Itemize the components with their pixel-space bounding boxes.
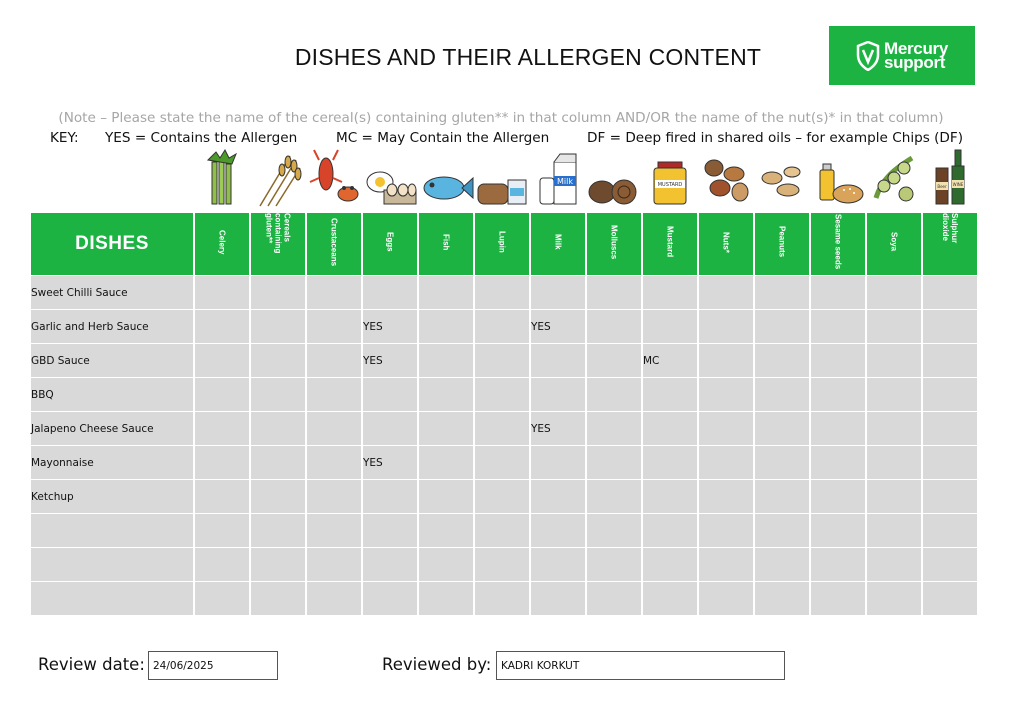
allergen-cell[interactable] — [699, 514, 753, 547]
allergen-cell[interactable] — [643, 514, 697, 547]
allergen-cell[interactable] — [811, 378, 865, 411]
allergen-cell[interactable] — [699, 412, 753, 445]
allergen-cell[interactable] — [755, 344, 809, 377]
table-row — [31, 310, 977, 343]
header-crustaceans: Crustaceans — [307, 213, 361, 275]
allergen-cell[interactable] — [643, 378, 697, 411]
table-body — [31, 276, 977, 615]
allergen-cell[interactable] — [475, 344, 529, 377]
allergen-cell[interactable] — [755, 514, 809, 547]
celery-icon — [194, 148, 250, 208]
allergen-cell[interactable] — [699, 446, 753, 479]
allergen-cell[interactable] — [755, 548, 809, 581]
allergen-cell[interactable] — [363, 548, 417, 581]
sesame-icon — [810, 148, 866, 208]
table-row — [31, 480, 977, 513]
allergen-cell[interactable] — [867, 582, 921, 615]
allergen-cell[interactable]: YES — [531, 412, 585, 445]
allergen-cell[interactable] — [251, 344, 305, 377]
allergen-cell[interactable] — [195, 412, 249, 445]
allergen-cell[interactable] — [643, 480, 697, 513]
note-text: (Note – Please state the name of the cereal(s) containing gluten** in that column AND/OR the name of the nut(s)* in that column) — [58, 110, 944, 126]
allergen-cell[interactable] — [475, 514, 529, 547]
header-sulphur-dioxide: Sulphur dioxide — [923, 213, 977, 275]
allergen-cell[interactable] — [307, 310, 361, 343]
reviewed-by-field[interactable]: KADRI KORKUT — [496, 651, 785, 680]
allergen-cell[interactable] — [195, 446, 249, 479]
beer-icon-text: Beer — [937, 184, 947, 189]
dish-name-cell[interactable]: Jalapeno Cheese Sauce — [31, 412, 193, 445]
header-cereals: Cereals containing gluten** — [251, 213, 305, 275]
allergen-cell[interactable] — [363, 378, 417, 411]
allergen-cell[interactable] — [307, 446, 361, 479]
allergen-cell[interactable] — [363, 480, 417, 513]
allergen-cell[interactable] — [755, 276, 809, 309]
allergen-cell[interactable] — [251, 480, 305, 513]
allergen-cell[interactable] — [923, 344, 977, 377]
allergen-cell[interactable] — [195, 310, 249, 343]
allergen-cell[interactable] — [923, 446, 977, 479]
key-df: DF = Deep fired in shared oils – for example Chips (DF) — [587, 130, 964, 146]
allergen-cell[interactable] — [643, 446, 697, 479]
allergen-cell[interactable] — [643, 310, 697, 343]
allergen-table — [29, 212, 979, 616]
allergen-cell[interactable] — [755, 378, 809, 411]
allergen-cell[interactable] — [867, 480, 921, 513]
allergen-cell[interactable] — [699, 582, 753, 615]
allergen-cell[interactable] — [475, 276, 529, 309]
allergen-cell[interactable] — [811, 582, 865, 615]
eggs-icon — [362, 148, 418, 208]
allergen-cell[interactable] — [755, 480, 809, 513]
review-date-field[interactable]: 24/06/2025 — [148, 651, 278, 680]
allergen-cell[interactable] — [643, 548, 697, 581]
dish-name-cell[interactable]: GBD Sauce — [31, 344, 193, 377]
allergen-cell[interactable] — [587, 514, 641, 547]
table-row — [31, 276, 977, 309]
allergen-cell[interactable] — [811, 412, 865, 445]
allergen-cell[interactable] — [923, 276, 977, 309]
allergen-cell[interactable] — [811, 310, 865, 343]
nuts-icon — [698, 148, 754, 208]
header-peanuts: Peanuts — [755, 213, 809, 275]
logo-text-mercury: Mercury — [883, 39, 949, 58]
header-fish: Fish — [419, 213, 473, 275]
lupin-icon — [474, 148, 530, 208]
allergen-cell[interactable] — [923, 310, 977, 343]
allergen-cell[interactable] — [251, 514, 305, 547]
allergen-cell[interactable] — [475, 446, 529, 479]
shield-logo-icon — [856, 41, 880, 71]
allergen-cell[interactable] — [643, 412, 697, 445]
dish-name-cell[interactable]: Garlic and Herb Sauce — [31, 310, 193, 343]
allergen-cell[interactable] — [531, 548, 585, 581]
header-mustard: Mustard — [643, 213, 697, 275]
header-molluscs: Molluscs — [587, 213, 641, 275]
allergen-cell[interactable] — [195, 378, 249, 411]
table-row — [31, 378, 977, 411]
allergen-cell[interactable] — [419, 480, 473, 513]
allergen-cell[interactable] — [195, 548, 249, 581]
allergen-cell[interactable] — [195, 514, 249, 547]
allergen-cell[interactable] — [475, 548, 529, 581]
allergen-cell[interactable] — [251, 276, 305, 309]
allergen-cell[interactable] — [475, 480, 529, 513]
table-row — [31, 344, 977, 377]
allergen-cell[interactable] — [923, 378, 977, 411]
allergen-cell[interactable] — [811, 548, 865, 581]
wine-icon-text: WINE — [952, 182, 964, 187]
key-label: KEY: — [50, 130, 79, 146]
allergen-cell[interactable] — [475, 378, 529, 411]
allergen-cell[interactable] — [587, 480, 641, 513]
allergen-cell[interactable] — [195, 344, 249, 377]
reviewed-by-label: Reviewed by: — [382, 655, 492, 674]
allergen-cell[interactable] — [363, 582, 417, 615]
allergen-cell[interactable] — [867, 276, 921, 309]
allergen-cell[interactable] — [699, 480, 753, 513]
allergen-cell[interactable] — [419, 310, 473, 343]
allergen-cell[interactable] — [419, 548, 473, 581]
table-row — [31, 582, 977, 615]
mustard-icon-text: MUSTARD — [657, 182, 683, 188]
allergen-cell[interactable] — [531, 276, 585, 309]
allergen-cell[interactable] — [307, 344, 361, 377]
fish-icon — [418, 148, 474, 208]
allergen-cell[interactable] — [251, 582, 305, 615]
allergen-cell[interactable] — [531, 582, 585, 615]
allergen-cell[interactable]: YES — [363, 310, 417, 343]
allergen-cell[interactable] — [587, 344, 641, 377]
header-nuts: Nuts* — [699, 213, 753, 275]
allergen-cell[interactable] — [419, 412, 473, 445]
allergen-cell[interactable] — [587, 276, 641, 309]
allergen-cell[interactable] — [363, 412, 417, 445]
allergen-cell[interactable] — [811, 514, 865, 547]
allergen-cell[interactable] — [531, 344, 585, 377]
allergen-cell[interactable] — [755, 582, 809, 615]
allergen-cell[interactable] — [531, 378, 585, 411]
allergen-cell[interactable] — [643, 582, 697, 615]
allergen-cell[interactable] — [531, 446, 585, 479]
logo-text-support: support — [883, 53, 946, 72]
allergen-cell[interactable] — [811, 276, 865, 309]
table-row — [31, 548, 977, 581]
allergen-cell[interactable] — [475, 310, 529, 343]
table-row — [31, 446, 977, 479]
dish-name-cell[interactable] — [31, 548, 193, 581]
allergen-cell[interactable] — [587, 378, 641, 411]
allergen-cell[interactable] — [419, 378, 473, 411]
allergen-cell[interactable] — [195, 582, 249, 615]
header-sesame: Sesame seeds — [811, 213, 865, 275]
allergen-cell[interactable] — [307, 378, 361, 411]
page-title: DISHES AND THEIR ALLERGEN CONTENT — [294, 44, 762, 70]
allergen-cell[interactable] — [755, 412, 809, 445]
review-date-label: Review date: — [38, 655, 145, 674]
allergen-cell[interactable] — [699, 310, 753, 343]
allergen-cell[interactable] — [923, 514, 977, 547]
allergen-cell[interactable] — [587, 310, 641, 343]
allergen-cell[interactable] — [755, 310, 809, 343]
header-lupin: Lupin — [475, 213, 529, 275]
allergen-cell[interactable] — [307, 514, 361, 547]
allergen-cell[interactable] — [419, 276, 473, 309]
allergen-cell[interactable] — [195, 480, 249, 513]
allergen-cell[interactable] — [923, 480, 977, 513]
sulphur-dioxide-icon — [922, 148, 978, 208]
allergen-cell[interactable] — [587, 582, 641, 615]
allergen-cell[interactable] — [251, 412, 305, 445]
allergen-cell[interactable] — [867, 310, 921, 343]
allergen-cell[interactable] — [923, 548, 977, 581]
allergen-cell[interactable] — [251, 378, 305, 411]
allergen-cell[interactable] — [811, 446, 865, 479]
dish-name-cell[interactable]: Ketchup — [31, 480, 193, 513]
allergen-cell[interactable] — [419, 446, 473, 479]
allergen-cell[interactable] — [419, 582, 473, 615]
allergen-cell[interactable] — [811, 480, 865, 513]
allergen-cell[interactable] — [699, 548, 753, 581]
allergen-cell[interactable] — [867, 446, 921, 479]
allergen-icons-row — [0, 148, 1024, 208]
dish-name-cell[interactable] — [31, 582, 193, 615]
mercury-support-logo — [829, 26, 975, 85]
allergen-cell[interactable] — [363, 514, 417, 547]
allergen-cell[interactable] — [867, 378, 921, 411]
peanuts-icon — [754, 148, 810, 208]
allergen-cell[interactable]: YES — [531, 310, 585, 343]
table-row — [31, 514, 977, 547]
allergen-cell[interactable] — [867, 412, 921, 445]
allergen-cell[interactable] — [307, 412, 361, 445]
allergen-cell[interactable] — [587, 548, 641, 581]
milk-icon — [530, 148, 586, 208]
allergen-cell[interactable] — [251, 548, 305, 581]
header-eggs: Eggs — [363, 213, 417, 275]
dish-name-cell[interactable] — [31, 514, 193, 547]
molluscs-icon — [586, 148, 642, 208]
soya-icon — [866, 148, 922, 208]
dish-name-cell[interactable]: Sweet Chilli Sauce — [31, 276, 193, 309]
allergen-cell[interactable] — [419, 344, 473, 377]
header-celery: Celery — [195, 213, 249, 275]
allergen-cell[interactable] — [419, 514, 473, 547]
allergen-cell[interactable] — [475, 582, 529, 615]
key-yes: YES = Contains the Allergen — [105, 130, 298, 146]
allergen-cell[interactable] — [307, 548, 361, 581]
allergen-cell[interactable] — [363, 276, 417, 309]
allergen-cell[interactable] — [531, 480, 585, 513]
allergen-cell[interactable] — [867, 344, 921, 377]
allergen-cell[interactable] — [251, 310, 305, 343]
allergen-cell[interactable] — [587, 446, 641, 479]
allergen-cell[interactable] — [531, 514, 585, 547]
allergen-cell[interactable] — [307, 276, 361, 309]
wheat-icon — [250, 148, 306, 208]
allergen-cell[interactable] — [755, 446, 809, 479]
crustaceans-icon — [306, 148, 362, 208]
allergen-cell[interactable] — [699, 378, 753, 411]
allergen-cell[interactable] — [307, 582, 361, 615]
allergen-cell[interactable] — [587, 412, 641, 445]
mustard-icon — [642, 148, 698, 208]
allergen-cell[interactable] — [867, 548, 921, 581]
allergen-cell[interactable]: YES — [363, 446, 417, 479]
allergen-cell[interactable] — [699, 344, 753, 377]
allergen-cell[interactable] — [475, 412, 529, 445]
allergen-cell[interactable] — [811, 344, 865, 377]
allergen-cell[interactable] — [195, 276, 249, 309]
milk-icon-text: Milk — [557, 177, 573, 186]
allergen-cell[interactable] — [923, 582, 977, 615]
allergen-cell[interactable] — [867, 514, 921, 547]
table-header-row — [31, 213, 977, 275]
dish-name-cell[interactable]: Mayonnaise — [31, 446, 193, 479]
allergen-cell[interactable]: YES — [363, 344, 417, 377]
allergen-cell[interactable] — [923, 412, 977, 445]
header-soya: Soya — [867, 213, 921, 275]
dishes-header: DISHES — [31, 213, 193, 275]
header-milk: Milk — [531, 213, 585, 275]
dish-name-cell[interactable]: BBQ — [31, 378, 193, 411]
allergen-cell[interactable]: MC — [643, 344, 697, 377]
allergen-cell[interactable] — [699, 276, 753, 309]
key-mc: MC = May Contain the Allergen — [336, 130, 550, 146]
allergen-cell[interactable] — [251, 446, 305, 479]
table-row — [31, 412, 977, 445]
allergen-cell[interactable] — [643, 276, 697, 309]
allergen-cell[interactable] — [307, 480, 361, 513]
